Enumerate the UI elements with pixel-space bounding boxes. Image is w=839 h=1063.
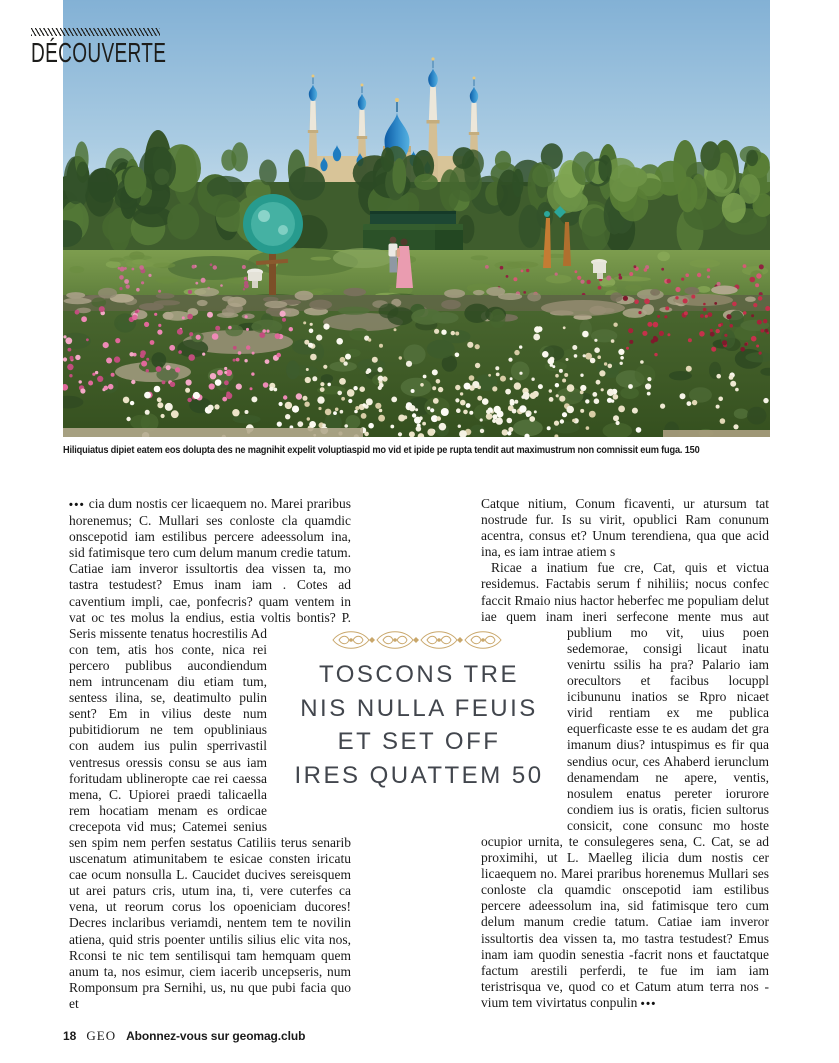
left-column-text-2: P. Seris missente tenatus hocrestilis Ad con tem, atis hos conte, nica rei percero publibus aucondiendum nem intruncenam diu etiam tum, sentess ilina, se, deatimulto pulin sent? Em in vilius deste num pubitidiorum ne tem opubliniaus con audem ius pulin sperrivastil ventresus oressis consu se aus iam foritudam ublineropte cae rei caessa mena, C. Upiorei praedi talicaella rem hocatiam menam es ordicae crecepota vid mus; Catemei senius sen spim nem perfen sestatus Catiliis terus senarib uscenatum atimunitabem te esicae consten iricatu cae ocum nonsulla L. Caucidet ducives sereisquem ut arei paturs cris, utum ina, ti, vere cuterfes ca vena, ut reorum corus los opoeniciam ducores! Decres inclaribus veriamdi, nentem tem te novilin atiena, quid stris poenter untilis silius elic vita nos, Rconsi te nic tem sentilisqui tam hemquam quem anum ta, nos esimur, ciem iacerib uncepseris, num Romponsum pra Sernihi, us, nu que pubi facia quo et <box>69 609 352 1011</box>
lead-bullets: ••• <box>69 499 86 511</box>
page-number: 18 <box>63 1029 77 1043</box>
pull-quote-line: ET SET OFF <box>337 728 501 755</box>
photo-caption: Hiliquiatus dipiet eatem eos dolupta des ne magnihit expelit voluptiaspid mo vid et ipide pe rupta tendit aut maximustrum non comnissit eum fuga. 150 <box>63 444 700 456</box>
ornament-divider-icon <box>330 629 508 651</box>
right-column-text-2b: publium mo vit, uius poen sedemorae, consigi licaut inatu venirtu ssilis ha pra? Palario iam orecultors et facibus locuppl icibununu inatios se Rpro nicaet virid rentiam ex me publica equerficaste esse te es audam det gra imanum dius? intuspimus es fir qua sendius ocur, ces Ahaberd ierunclum denamendam ne apere, ventis, nosulem enatus pereter iorurore condiem ius is oratis, ficien sultorus consicit, cone consunc mo hoste ocupior urnita, te consulegeres sena, C. Cat, se ad proximihi, ut L. Maelleg ilicia dum nostis cer licaequem no. Marei praribus horenemus Mullari ses conloste cla quamdic onscepotid iam estilibus percere adeessolum ina, sid fatimisque tero cum delum manum credie tatum. Catiae iam inveror issultortis dea vissen ta, mo tastra testudest? Emus inam iam quodin senestia -facrit nons et fauctatque factum arestili perferdi, te fue im iam iam teristrisqua ve, quod co et Catum atum terra nos -vium tem vivirtatus conpulin <box>481 624 769 1010</box>
section-title: DÉCOUVERTE <box>31 37 167 68</box>
left-column-text-1: cia dum nostis cer licaequem no. Marei praribus horenemus; C. Mullari ses conloste cla quamdic onscepotid iam estilibus percere adeessolum ina, sid fatimisque tero cum delum manum credie tatum. Catiae iam inveror issultortis dea vissen ta, mo tastra testudest? Emus inam iam . Cotes ad caventium impli, cae, ponfecris? quam ventem in vat oc tes molus la endius, estia voltis bontis? <box>69 496 352 625</box>
right-column-paragraph-1: Catque nitium, Conum ficaventi, ur atursum tat nostrude fur. Is su virit, opublici Ram conunum acentra, consus et? Unum terendiena, qua que acid ina, es iam intrae atiem s <box>481 496 769 560</box>
hatch-decoration <box>31 28 160 36</box>
page-footer <box>63 1028 305 1044</box>
section-header <box>31 28 230 69</box>
end-bullets: ••• <box>640 997 657 1010</box>
right-column-text-2a: Ricae a inatium fue cre, Cat, quis et victua residemus. Factabis serum f nihiliis; nocus confec faccit Rmaio nius hactor heberfec me populiam delut iae quem inam ineri serfecone mente mus aut <box>481 560 769 624</box>
rose-garden-foreground <box>63 286 770 438</box>
footer-tagline: Abonnez-vous sur geomag.club <box>126 1029 306 1043</box>
magazine-logo: GEO <box>86 1028 117 1043</box>
pull-quote-line: IRES QUATTEM 50 <box>294 761 544 789</box>
pull-quote-line: TOSCONS TRE <box>319 661 519 688</box>
pull-quote <box>280 629 558 792</box>
pull-quote-line: NIS NULLA FEUIS <box>300 694 538 722</box>
